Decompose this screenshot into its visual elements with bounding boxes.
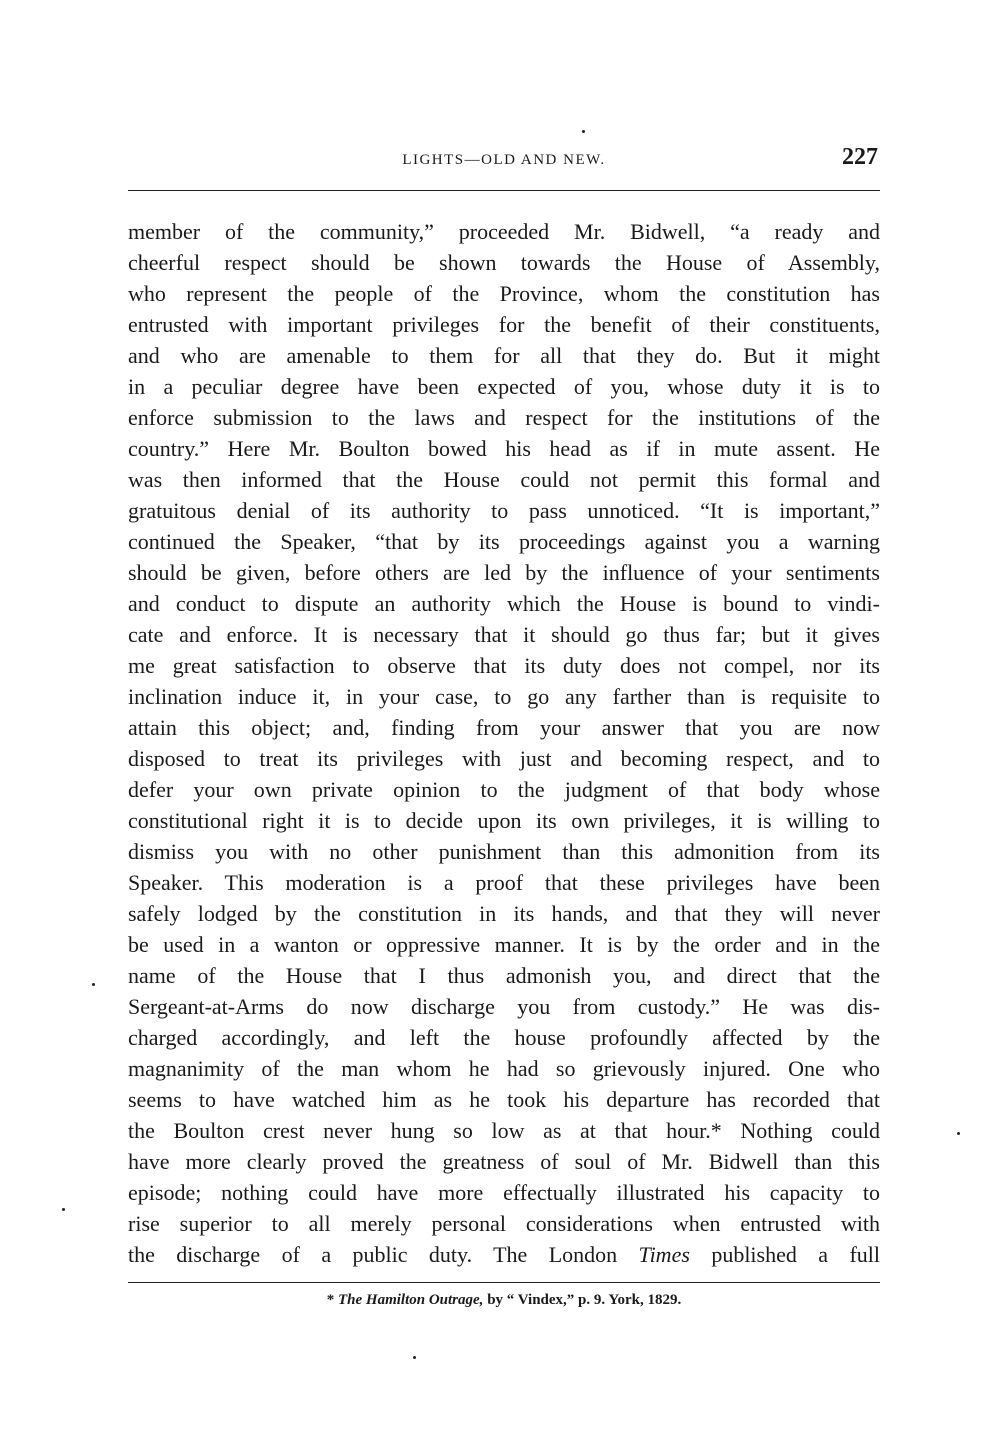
text-line: charged accordingly, and left the house profoundly affected by the bbox=[128, 1025, 880, 1050]
print-speck bbox=[92, 983, 95, 986]
text-line: cate and enforce. It is necessary that it should go thus far; but it gives bbox=[128, 622, 880, 647]
text-line: gratuitous denial of its authority to pass unnoticed. “It is important,” bbox=[128, 498, 880, 523]
text-line: inclination induce it, in your case, to go any farther than is requisite to bbox=[128, 684, 880, 709]
text-line: constitutional right it is to decide upon its own privileges, it is willing to bbox=[128, 808, 880, 833]
body-text bbox=[128, 216, 880, 1270]
text-line: country.” Here Mr. Boulton bowed his head as if in mute assent. He bbox=[128, 436, 880, 461]
text-line: have more clearly proved the greatness of soul of Mr. Bidwell than this bbox=[128, 1149, 880, 1174]
text-line: member of the community,” proceeded Mr. Bidwell, “a ready and bbox=[128, 219, 880, 244]
text-line: be used in a wanton or oppressive manner. It is by the order and in the bbox=[128, 932, 880, 957]
text-line: and who are amenable to them for all that they do. But it might bbox=[128, 343, 880, 368]
text-line: in a peculiar degree have been expected of you, whose duty it is to bbox=[128, 374, 880, 399]
text-line: cheerful respect should be shown towards the House of Assembly, bbox=[128, 250, 880, 275]
text-line: disposed to treat its privileges with just and becoming respect, and to bbox=[128, 746, 880, 771]
text-line: the Boulton crest never hung so low as at that hour.* Nothing could bbox=[128, 1118, 880, 1143]
text-line: name of the House that I thus admonish you, and direct that the bbox=[128, 963, 880, 988]
text-line: enforce submission to the laws and respect for the institutions of the bbox=[128, 405, 880, 430]
page-number: 227 bbox=[842, 144, 878, 170]
text-line: rise superior to all merely personal considerations when entrusted with bbox=[128, 1211, 880, 1236]
print-speck bbox=[957, 1132, 960, 1135]
text-line: attain this object; and, finding from your answer that you are now bbox=[128, 715, 880, 740]
text-line: me great satisfaction to observe that its duty does not compel, nor its bbox=[128, 653, 880, 678]
text-line: continued the Speaker, “that by its proceedings against you a warning bbox=[128, 529, 880, 554]
text-line: Speaker. This moderation is a proof that these privileges have been bbox=[128, 870, 880, 895]
text-line: defer your own private opinion to the judgment of that body whose bbox=[128, 777, 880, 802]
footnote-rule bbox=[128, 1282, 880, 1283]
footnote-title: The Hamilton Outrage, bbox=[338, 1292, 484, 1308]
text-line: should be given, before others are led by the influence of your sentiments bbox=[128, 560, 880, 585]
newspaper-title: Times bbox=[638, 1242, 690, 1267]
text-line: and conduct to dispute an authority which the House is bound to vindi- bbox=[128, 591, 880, 616]
header-rule bbox=[128, 190, 880, 191]
text-line: who represent the people of the Province, whom the constitution has bbox=[128, 281, 880, 306]
text-line: the discharge of a public duty. The London Times published a full bbox=[128, 1242, 880, 1267]
print-speck bbox=[582, 130, 585, 133]
print-speck bbox=[413, 1356, 416, 1359]
print-speck bbox=[62, 1208, 65, 1211]
running-title: LIGHTS—OLD AND NEW. bbox=[402, 152, 606, 168]
text-line: episode; nothing could have more effectually illustrated his capacity to bbox=[128, 1180, 880, 1205]
footnote-marker: * bbox=[326, 1292, 338, 1308]
text-line: Sergeant-at-Arms do now discharge you from custody.” He was dis- bbox=[128, 994, 880, 1019]
footnote-citation: by “ Vindex,” p. 9. York, 1829. bbox=[483, 1292, 682, 1308]
text-line: safely lodged by the constitution in its hands, and that they will never bbox=[128, 901, 880, 926]
text-line: was then informed that the House could not permit this formal and bbox=[128, 467, 880, 492]
running-header bbox=[128, 144, 880, 176]
text-line: seems to have watched him as he took his departure has recorded that bbox=[128, 1087, 880, 1112]
footnote bbox=[128, 1292, 880, 1309]
text-line: entrusted with important privileges for the benefit of their constituents, bbox=[128, 312, 880, 337]
text-line: dismiss you with no other punishment than this admonition from its bbox=[128, 839, 880, 864]
text-line: magnanimity of the man whom he had so grievously injured. One who bbox=[128, 1056, 880, 1081]
